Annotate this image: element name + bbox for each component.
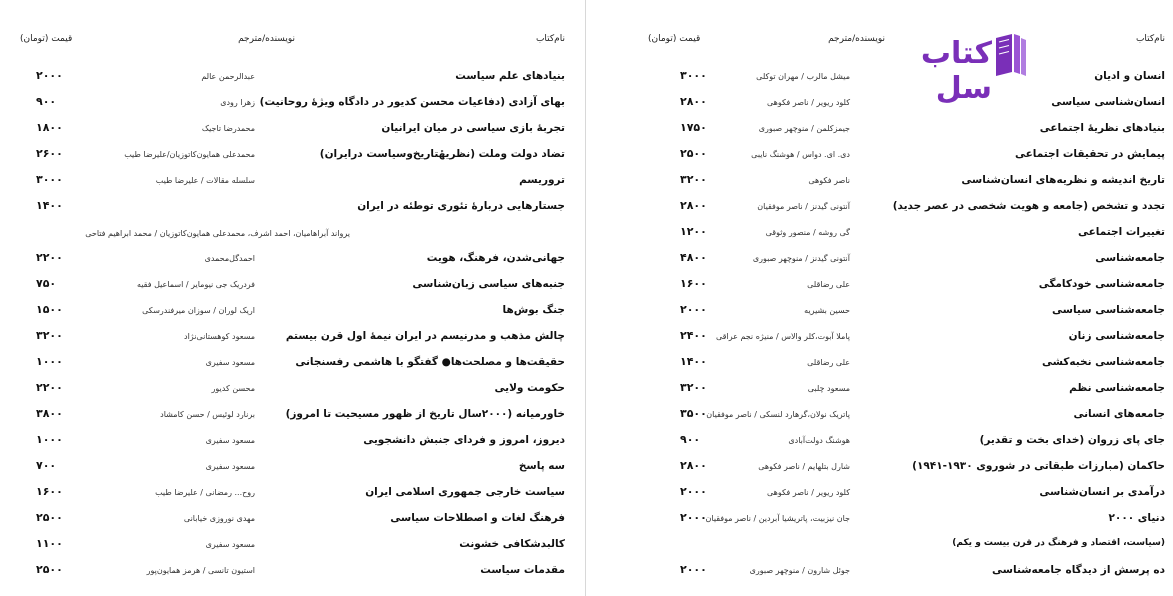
book-author: آنتونی گیدنز / ناصر موفقیان	[757, 202, 850, 211]
book-author: سلسله مقالات / علیرضا طیب	[155, 176, 255, 185]
header-title: نام‌کتاب	[535, 34, 565, 44]
book-price: ۲۵۰۰	[36, 563, 63, 576]
book-row	[20, 300, 565, 326]
book-author: کلود ریویر / ناصر فکوهی	[766, 488, 850, 497]
book-author: زهرا رودی	[220, 98, 255, 107]
book-author: مسعود سفیری	[205, 358, 255, 367]
book-author: علی رضاقلی	[807, 280, 850, 289]
book-author: فردریک جی نیومایر / اسماعیل فقیه	[136, 280, 255, 289]
book-price: ۱۰۰۰	[36, 433, 63, 446]
header-price: قیمت (تومان)	[648, 34, 701, 44]
book-row	[20, 378, 565, 404]
book-row	[640, 196, 1165, 222]
book-row	[640, 274, 1165, 300]
book-price: ۳۲۰۰	[36, 329, 63, 342]
book-author: گی روشه / منصور وثوقی	[765, 228, 850, 237]
book-title: حاکمان (مبارزات طبقاتی در شوروی ۱۹۳۰-۱۹۴۱)	[912, 460, 1165, 472]
book-title: حقیقت‌ها و مصلحت‌ها● گفتگو با هاشمی رفسنجانی	[295, 356, 565, 368]
book-row	[20, 248, 565, 274]
header-author: نویسنده/مترجم	[238, 34, 295, 44]
book-price: ۲۸۰۰	[680, 199, 707, 212]
book-price: ۱۴۰۰	[36, 199, 63, 212]
book-row	[640, 560, 1165, 586]
book-author: احمدگل‌محمدی	[204, 254, 255, 263]
book-title: تجربهٔ بازی سیاسی در میان ایرانیان	[381, 122, 565, 134]
book-title: جنبه‌های سیاسی زبان‌شناسی	[412, 278, 565, 290]
book-price: ۹۰۰	[36, 95, 57, 108]
book-price: ۲۴۰۰	[680, 329, 707, 342]
book-author: اریک لوران / سوزان میرفندرسکی	[142, 306, 255, 315]
book-title: جامعه‌های انسانی	[1073, 408, 1165, 420]
book-author: مسعود سفیری	[205, 436, 255, 445]
book-title: جامعه‌شناسی نخبه‌کشی	[1041, 356, 1165, 368]
header-price: قیمت (تومان)	[20, 34, 73, 44]
book-title: تروریسم	[519, 174, 565, 186]
book-row	[20, 222, 565, 248]
book-row	[20, 118, 565, 144]
book-price: ۲۸۰۰	[680, 459, 707, 472]
book-row-note: (سیاست، اقتصاد و فرهنگ در قرن بیست و یکم)	[952, 538, 1165, 548]
book-title: جای پای زروان (خدای بخت و تقدیر)	[979, 434, 1165, 446]
book-row	[20, 66, 565, 92]
book-row	[640, 482, 1165, 508]
header-author: نویسنده/مترجم	[828, 34, 885, 44]
book-author: برنارد لوئیس / حسن کامشاد	[160, 410, 255, 419]
book-price: ۲۰۰۰	[680, 485, 707, 498]
book-price: ۲۰۰۰	[680, 511, 707, 524]
book-row	[640, 534, 1165, 560]
book-title: مقدمات سیاست	[480, 564, 565, 576]
book-price: ۲۰۰۰	[680, 303, 707, 316]
book-author: پاملا آبوت،کلر والاس / منیژه نجم عراقی	[716, 332, 850, 341]
book-row	[20, 404, 565, 430]
book-title: دیروز، امروز و فردای جنبش دانشجویی	[363, 434, 565, 446]
book-price: ۱۵۰۰	[36, 303, 63, 316]
book-title: خاورمیانه (۲۰۰۰سال تاریخ از ظهور مسیحیت تا امروز)	[285, 408, 565, 420]
book-price: ۲۵۰۰	[680, 147, 707, 160]
book-price: ۲۰۰۰	[36, 69, 63, 82]
book-row	[640, 170, 1165, 196]
book-row	[20, 560, 565, 586]
book-author: دی. ای. دواس / هوشنگ نایبی	[751, 150, 850, 159]
book-row	[640, 222, 1165, 248]
book-price: ۷۰۰	[36, 459, 57, 472]
book-row	[20, 274, 565, 300]
book-row-note: یرواند آبراهامیان، احمد اشرف، محمدعلی همایون‌کاتوزیان / محمد ابراهیم فتاحی	[85, 229, 350, 238]
book-row	[640, 430, 1165, 456]
logo-text: کتاب سل	[920, 36, 992, 106]
book-author: شارل بتلهایم / ناصر فکوهی	[758, 462, 850, 471]
book-author: آنتونی گیدنز / منوچهر صبوری	[752, 254, 850, 263]
book-list-right	[640, 66, 1165, 586]
book-title: جامعه‌شناسی زنان	[1068, 330, 1165, 342]
book-title: جامعه‌شناسی خودکامگی	[1038, 278, 1165, 290]
book-row	[20, 482, 565, 508]
book-author: جیمزکلمن / منوچهر صبوری	[758, 124, 850, 133]
book-price: ۲۸۰۰	[680, 95, 707, 108]
book-title: جهانی‌شدن، فرهنگ، هویت	[426, 252, 565, 264]
book-author: حسین بشیریه	[804, 306, 850, 315]
book-row	[640, 378, 1165, 404]
book-author: ناصر فکوهی	[808, 176, 850, 185]
book-row	[640, 508, 1165, 534]
header-title: نام‌کتاب	[1135, 34, 1165, 44]
book-title: تجدد و تشخص (جامعه و هویت شخصی در عصر جدید)	[892, 200, 1165, 212]
left-page	[20, 0, 565, 596]
book-author: هوشنگ دولت‌آبادی	[788, 436, 850, 445]
book-author: جان نیزبیت، پاتریشیا آبردین / ناصر موفقیان	[705, 514, 850, 523]
book-author: عبدالرحمن عالم	[201, 72, 255, 81]
book-row	[20, 352, 565, 378]
book-title: کالبدشکافی خشونت	[459, 538, 565, 550]
book-author: میشل مالرب / مهران توکلی	[756, 72, 850, 81]
book-title: چالش مذهب و مدرنیسم در ایران نیمهٔ اول قرن بیستم	[285, 330, 565, 342]
book-row	[640, 144, 1165, 170]
book-price: ۳۲۰۰	[680, 173, 707, 186]
book-author: محسن کدیور	[211, 384, 255, 393]
book-price: ۳۲۰۰	[680, 381, 707, 394]
book-price: ۲۲۰۰	[36, 381, 63, 394]
book-title: فرهنگ لغات و اصطلاحات سیاسی	[390, 512, 565, 524]
book-author: کلود ریویر / ناصر فکوهی	[766, 98, 850, 107]
book-row	[640, 248, 1165, 274]
book-author: مسعود چلبی	[807, 384, 850, 393]
book-row	[640, 300, 1165, 326]
book-price: ۳۵۰۰	[680, 407, 707, 420]
book-row	[20, 534, 565, 560]
book-row	[20, 508, 565, 534]
book-author: محمدعلی همایون‌کاتوزیان/علیرضا طیب	[124, 150, 255, 159]
book-author: محمدرضا تاجیک	[201, 124, 255, 133]
book-price: ۱۴۰۰	[680, 355, 707, 368]
column-headers	[20, 34, 565, 56]
book-author: جوئل شارون / منوچهر صبوری	[749, 566, 850, 575]
book-title: جامعه‌شناسی	[1095, 252, 1165, 264]
book-title: ده پرسش از دیدگاه جامعه‌شناسی	[992, 564, 1165, 576]
book-author: مسعود سفیری	[205, 462, 255, 471]
book-row	[640, 456, 1165, 482]
book-price: ۱۸۰۰	[36, 121, 63, 134]
book-row	[20, 196, 565, 222]
book-author: مسعود کوهستانی‌نژاد	[184, 332, 255, 341]
book-row	[640, 326, 1165, 352]
book-title: سه پاسخ	[518, 460, 565, 472]
page-gutter	[585, 0, 586, 596]
book-title: تضاد دولت وملت (نظریهٔتاریخ‌وسیاست درایران)	[319, 148, 565, 160]
book-title: بهای آزادی (دفاعیات محسن کدیور در دادگاه ویژهٔ روحانیت)	[259, 96, 565, 108]
books-icon	[990, 32, 1030, 80]
book-price: ۲۰۰۰	[680, 563, 707, 576]
book-title: جامعه‌شناسی نظم	[1069, 382, 1165, 394]
book-title: سیاست خارجی جمهوری اسلامی ایران	[365, 486, 565, 498]
book-price: ۱۲۰۰	[680, 225, 707, 238]
book-row	[20, 144, 565, 170]
book-price: ۱۰۰۰	[36, 355, 63, 368]
book-price: ۲۵۰۰	[36, 511, 63, 524]
book-price: ۳۰۰۰	[680, 69, 707, 82]
book-row	[20, 456, 565, 482]
watermark-logo	[870, 30, 1030, 106]
book-row	[20, 170, 565, 196]
book-price: ۱۷۵۰	[680, 121, 707, 134]
book-row	[640, 352, 1165, 378]
book-title: انسان‌شناسی سیاسی	[1051, 96, 1165, 108]
book-title: جامعه‌شناسی سیاسی	[1052, 304, 1165, 316]
book-row	[20, 430, 565, 456]
book-title: حکومت ولایی	[494, 382, 565, 394]
book-author: استیون تانسی / هرمز همایون‌پور	[146, 566, 255, 575]
book-author: روح‌... رمضانی / علیرضا طیب	[155, 488, 255, 497]
book-title: جستارهایی دربارهٔ تئوری توطئه در ایران	[357, 200, 565, 212]
book-title: تغییرات اجتماعی	[1077, 226, 1165, 238]
book-price: ۲۶۰۰	[36, 147, 63, 160]
book-row	[20, 92, 565, 118]
book-price: ۳۰۰۰	[36, 173, 63, 186]
book-row	[20, 326, 565, 352]
book-price: ۴۸۰۰	[680, 251, 707, 264]
book-price: ۱۱۰۰	[36, 537, 63, 550]
book-title: تاریخ اندیشه و نظریه‌های انسان‌شناسی	[961, 174, 1165, 186]
book-title: جنگ بوش‌ها	[502, 304, 565, 316]
book-author: مسعود سفیری	[205, 540, 255, 549]
book-author: مهدی نوروزی خیابانی	[183, 514, 255, 523]
book-title: انسان و ادیان	[1094, 70, 1165, 82]
book-price: ۱۶۰۰	[36, 485, 63, 498]
book-author: پاتریک نولان،گرهارد لنسکی / ناصر موفقیان	[706, 410, 850, 419]
book-title: بنیادهای علم سیاست	[455, 70, 565, 82]
book-title: دنیای ۲۰۰۰	[1108, 512, 1165, 524]
book-list-left	[20, 66, 565, 586]
book-author: علی رضاقلی	[807, 358, 850, 367]
book-row	[640, 404, 1165, 430]
book-price: ۹۰۰	[680, 433, 701, 446]
book-price: ۲۲۰۰	[36, 251, 63, 264]
book-price: ۳۸۰۰	[36, 407, 63, 420]
book-title: بنیادهای نظریهٔ اجتماعی	[1039, 122, 1165, 134]
book-title: درآمدی بر انسان‌شناسی	[1039, 486, 1165, 498]
book-price: ۱۶۰۰	[680, 277, 707, 290]
book-row	[640, 118, 1165, 144]
book-title: پیمایش در تحقیقات اجتماعی	[1014, 148, 1165, 160]
book-price: ۷۵۰	[36, 277, 57, 290]
